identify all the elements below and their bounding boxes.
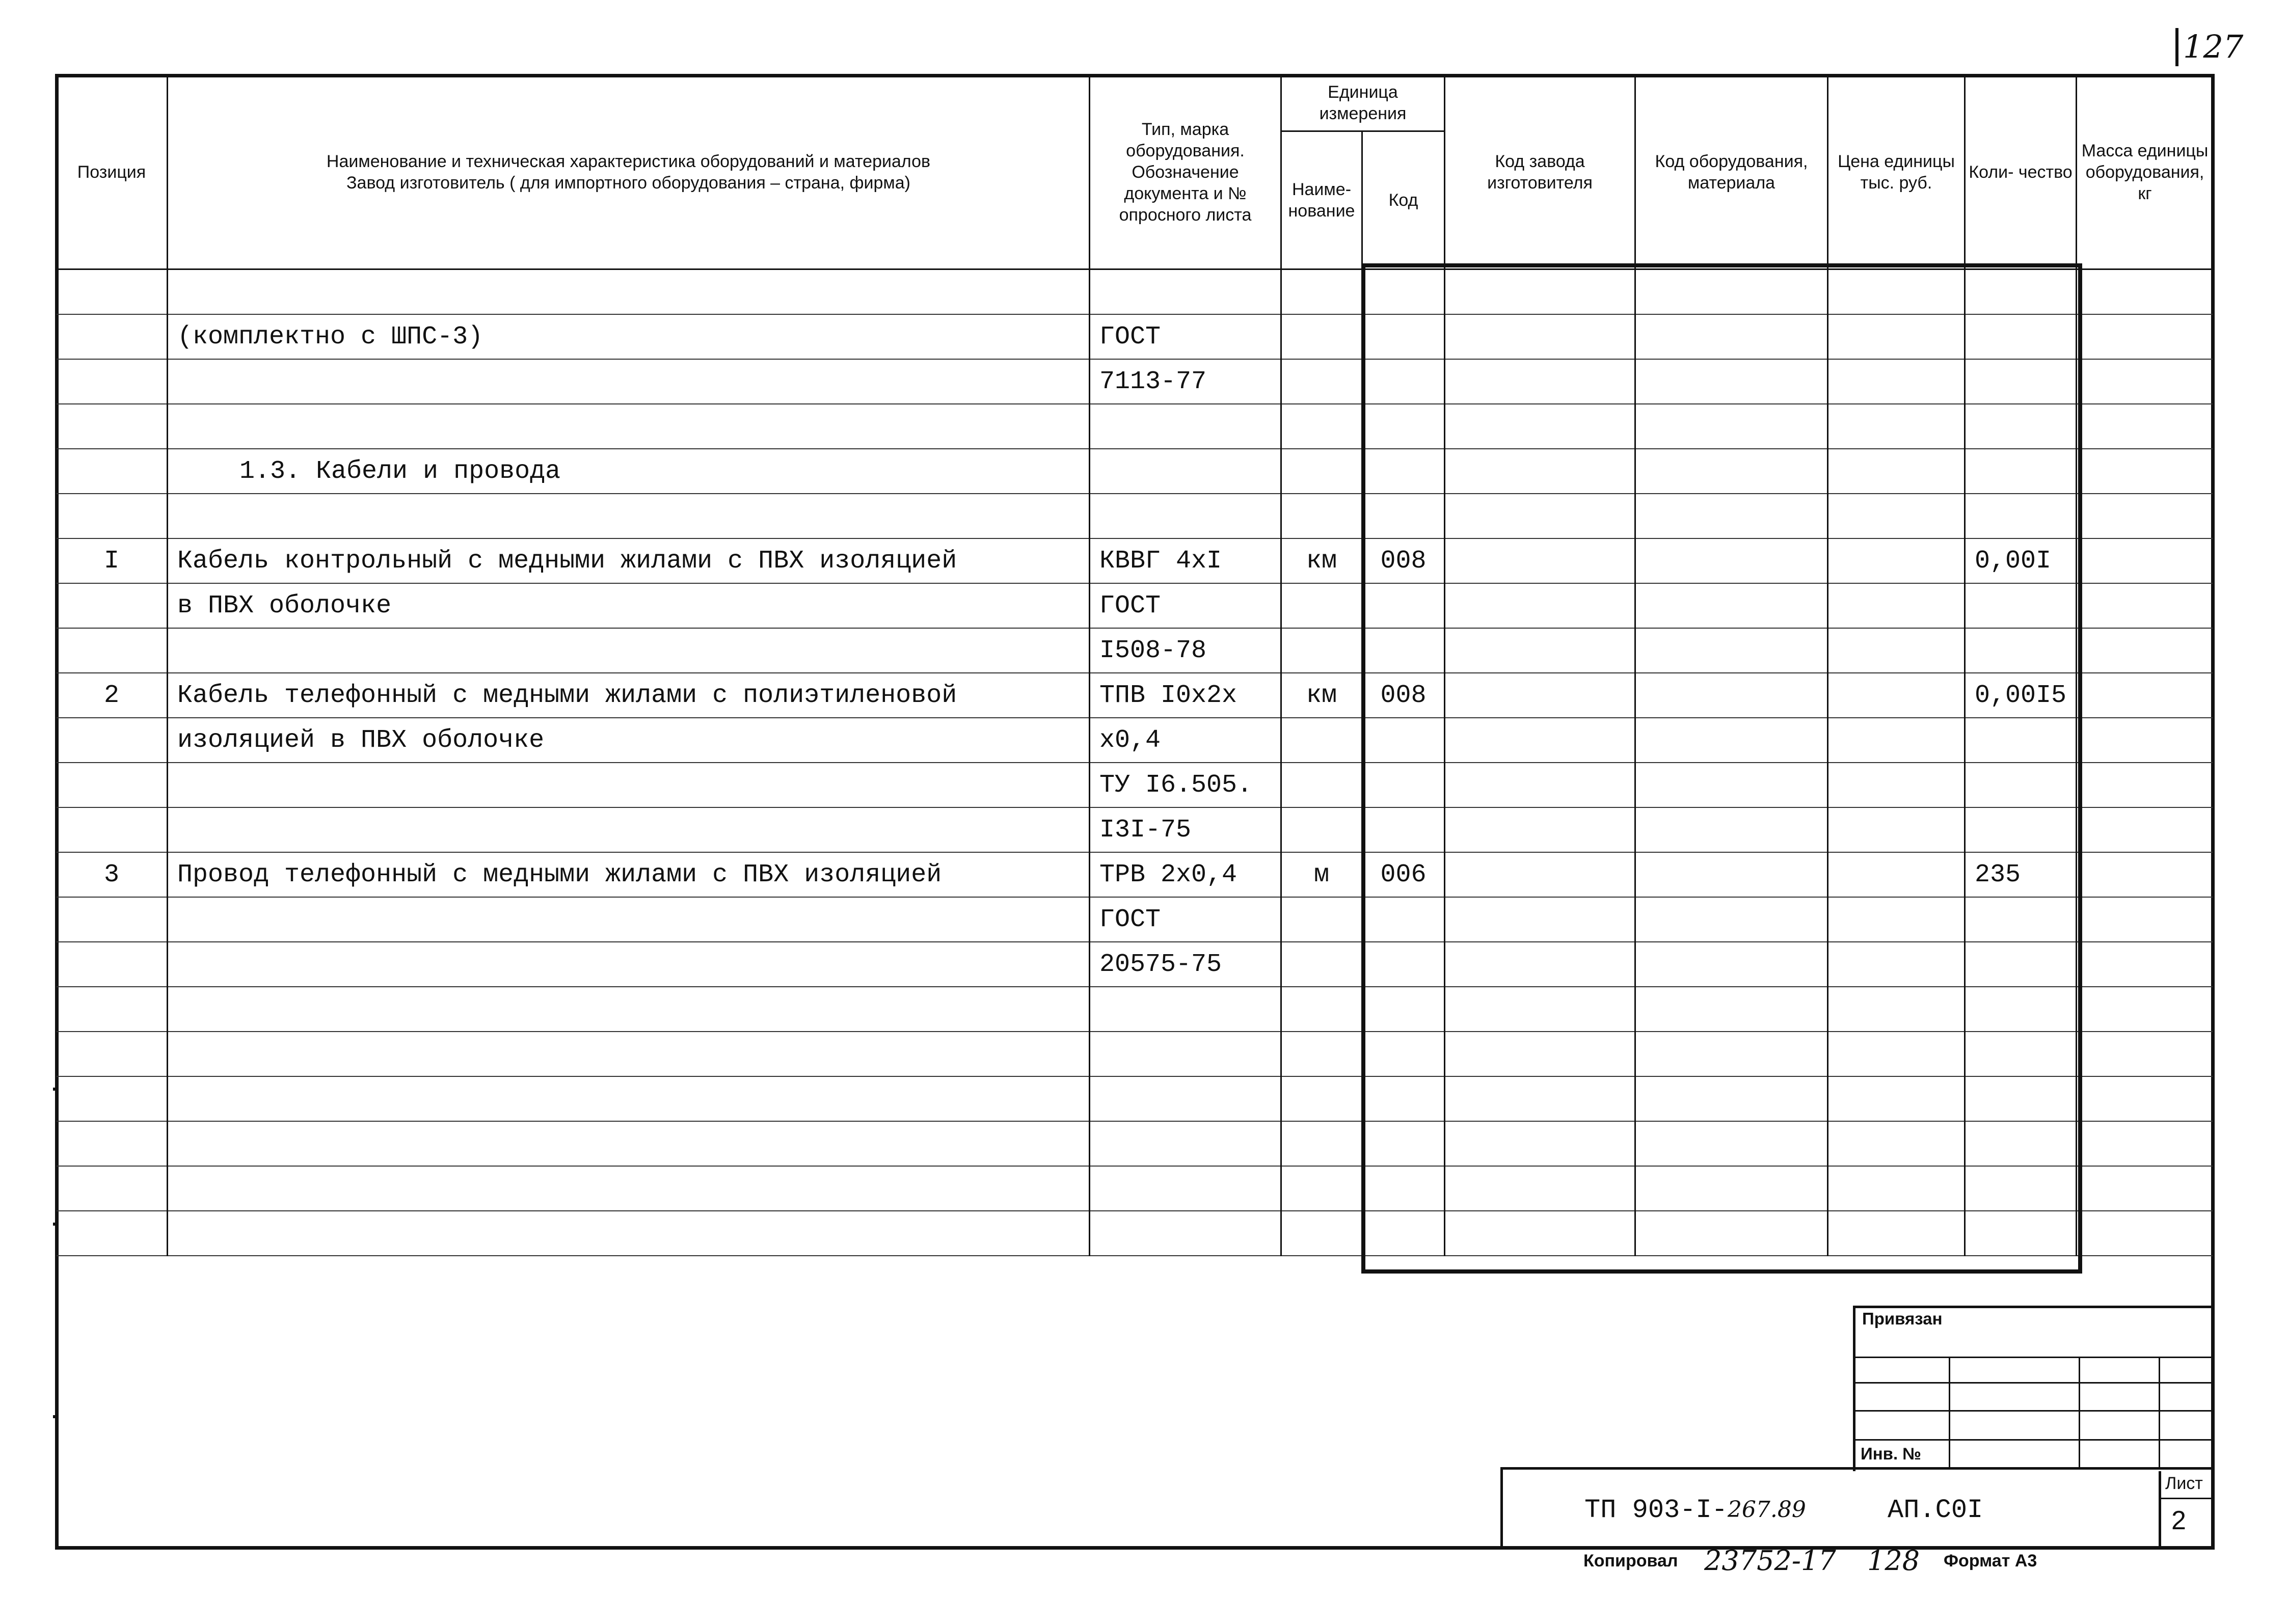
cell-type: ТУ I6.505. bbox=[1090, 763, 1281, 807]
cell-quantity bbox=[1965, 763, 2077, 807]
cell-mass bbox=[2077, 449, 2214, 494]
cell-type: ГОСТ bbox=[1090, 897, 1281, 942]
cell-unit-name bbox=[1281, 1032, 1362, 1076]
cell-equipment-code bbox=[1635, 538, 1828, 583]
footer-copied-page-wrap bbox=[1867, 1545, 1920, 1577]
cell-equipment-code bbox=[1635, 1076, 1828, 1121]
cell-quantity bbox=[1965, 494, 2077, 538]
cell-name bbox=[168, 404, 1090, 449]
stamp-line bbox=[1853, 1357, 2215, 1358]
cell-name bbox=[168, 359, 1090, 404]
sheet-box-line bbox=[2159, 1498, 2215, 1499]
table-row bbox=[56, 269, 2214, 315]
cell-unit-code bbox=[1362, 449, 1445, 494]
cell-unit-code bbox=[1362, 359, 1445, 404]
cell-position bbox=[56, 314, 168, 359]
cell-unit-name bbox=[1281, 314, 1362, 359]
table-row bbox=[56, 1166, 2214, 1211]
cell-position bbox=[56, 1076, 168, 1121]
cell-unit-code bbox=[1362, 897, 1445, 942]
cell-plant-code bbox=[1445, 1032, 1635, 1076]
cell-type bbox=[1090, 1076, 1281, 1121]
cell-position bbox=[56, 449, 168, 494]
table-row bbox=[56, 763, 2214, 807]
table-row bbox=[56, 314, 2214, 359]
sheet-number: 2 bbox=[2171, 1506, 2186, 1535]
cell-mass bbox=[2077, 718, 2214, 763]
cell-type bbox=[1090, 1032, 1281, 1076]
cell-quantity bbox=[1965, 628, 2077, 673]
table-row bbox=[56, 897, 2214, 942]
cell-type: ГОСТ bbox=[1090, 583, 1281, 628]
cell-price bbox=[1828, 897, 1965, 942]
table-row bbox=[56, 449, 2214, 494]
footer-copied-number-wrap bbox=[1704, 1545, 1836, 1577]
cell-mass bbox=[2077, 897, 2214, 942]
cell-unit-name bbox=[1281, 494, 1362, 538]
header-equipment-code: Код оборудования, материала bbox=[1635, 75, 1828, 269]
table-row bbox=[56, 1076, 2214, 1121]
margin-tick bbox=[53, 1415, 58, 1418]
cell-price bbox=[1828, 807, 1965, 852]
cell-type bbox=[1090, 1166, 1281, 1211]
document-code-prefix: ТП 903-I- bbox=[1584, 1495, 1728, 1525]
stamp-divider bbox=[2079, 1357, 2080, 1467]
cell-position bbox=[56, 404, 168, 449]
cell-equipment-code bbox=[1635, 1211, 1828, 1256]
cell-quantity bbox=[1965, 359, 2077, 404]
cell-unit-name bbox=[1281, 763, 1362, 807]
cell-unit-code bbox=[1362, 583, 1445, 628]
cell-position bbox=[56, 583, 168, 628]
cell-name: Провод телефонный с медными жилами с ПВХ изоляцией bbox=[168, 852, 1090, 897]
cell-plant-code bbox=[1445, 942, 1635, 987]
document-code-handwritten: 267.89 bbox=[1727, 1497, 1806, 1523]
cell-name: 1.3. Кабели и провода bbox=[168, 449, 1090, 494]
cell-price bbox=[1828, 987, 1965, 1032]
cell-unit-name bbox=[1281, 807, 1362, 852]
cell-type: x0,4 bbox=[1090, 718, 1281, 763]
cell-type: ТПВ I0x2x bbox=[1090, 673, 1281, 718]
cell-price bbox=[1828, 942, 1965, 987]
cell-unit-name bbox=[1281, 942, 1362, 987]
cell-price bbox=[1828, 1211, 1965, 1256]
table-row bbox=[56, 494, 2214, 538]
cell-unit-name bbox=[1281, 404, 1362, 449]
stamp-line bbox=[1853, 1410, 2215, 1412]
cell-name: (комплектно с ШПС-3) bbox=[168, 314, 1090, 359]
cell-name bbox=[168, 763, 1090, 807]
cell-position bbox=[56, 628, 168, 673]
cell-plant-code bbox=[1445, 763, 1635, 807]
cell-mass bbox=[2077, 314, 2214, 359]
cell-plant-code bbox=[1445, 852, 1635, 897]
header-name-line1: Наименование и техническая характеристика оборудований и материалов bbox=[326, 151, 931, 171]
cell-equipment-code bbox=[1635, 897, 1828, 942]
document-code bbox=[1584, 1495, 1806, 1525]
header-type: Тип, марка оборудования. Обозначение документа и № опросного листа bbox=[1090, 75, 1281, 269]
cell-price bbox=[1828, 1032, 1965, 1076]
cell-position bbox=[56, 897, 168, 942]
cell-quantity bbox=[1965, 1166, 2077, 1211]
cell-unit-code bbox=[1362, 1166, 1445, 1211]
cell-mass bbox=[2077, 538, 2214, 583]
cell-unit-code bbox=[1362, 404, 1445, 449]
cell-plant-code bbox=[1445, 404, 1635, 449]
cell-position bbox=[56, 718, 168, 763]
cell-equipment-code bbox=[1635, 987, 1828, 1032]
cell-unit-code bbox=[1362, 1076, 1445, 1121]
table-row bbox=[56, 538, 2214, 583]
cell-mass bbox=[2077, 1211, 2214, 1256]
footer-copied bbox=[1583, 1551, 1678, 1571]
cell-unit-name bbox=[1281, 987, 1362, 1032]
cell-position bbox=[56, 942, 168, 987]
cell-price bbox=[1828, 494, 1965, 538]
cell-unit-name bbox=[1281, 628, 1362, 673]
cell-unit-name: км bbox=[1281, 538, 1362, 583]
page-number-mark bbox=[2175, 28, 2178, 66]
cell-type bbox=[1090, 404, 1281, 449]
cell-quantity bbox=[1965, 1211, 2077, 1256]
cell-name: Кабель контрольный с медными жилами с ПВХ изоляцией bbox=[168, 538, 1090, 583]
cell-mass bbox=[2077, 583, 2214, 628]
cell-mass bbox=[2077, 763, 2214, 807]
cell-quantity bbox=[1965, 269, 2077, 315]
cell-position bbox=[56, 494, 168, 538]
cell-unit-name bbox=[1281, 897, 1362, 942]
margin-tick bbox=[53, 1088, 58, 1091]
cell-mass bbox=[2077, 807, 2214, 852]
cell-price bbox=[1828, 314, 1965, 359]
cell-mass bbox=[2077, 269, 2214, 315]
table-row bbox=[56, 807, 2214, 852]
footer-format bbox=[1944, 1551, 2037, 1571]
cell-quantity bbox=[1965, 897, 2077, 942]
cell-unit-code bbox=[1362, 1121, 1445, 1166]
cell-plant-code bbox=[1445, 1166, 1635, 1211]
cell-mass bbox=[2077, 987, 2214, 1032]
cell-unit-code bbox=[1362, 1211, 1445, 1256]
sheet-label: Лист bbox=[2165, 1474, 2203, 1493]
cell-type bbox=[1090, 1121, 1281, 1166]
header-name bbox=[168, 75, 1090, 269]
cell-mass bbox=[2077, 404, 2214, 449]
cell-quantity bbox=[1965, 314, 2077, 359]
cell-type: ТРВ 2x0,4 bbox=[1090, 852, 1281, 897]
cell-price bbox=[1828, 538, 1965, 583]
cell-unit-code bbox=[1362, 628, 1445, 673]
cell-position: I bbox=[56, 538, 168, 583]
cell-quantity bbox=[1965, 718, 2077, 763]
cell-position bbox=[56, 1032, 168, 1076]
specification-body bbox=[56, 269, 2214, 1256]
table-row bbox=[56, 987, 2214, 1032]
cell-equipment-code bbox=[1635, 359, 1828, 404]
cell-type bbox=[1090, 1211, 1281, 1256]
header-position: Позиция bbox=[56, 75, 168, 269]
stamp-line bbox=[1853, 1439, 2215, 1441]
cell-type: 20575-75 bbox=[1090, 942, 1281, 987]
cell-price bbox=[1828, 673, 1965, 718]
cell-name bbox=[168, 269, 1090, 315]
page-number: 127 bbox=[2183, 28, 2244, 65]
cell-name bbox=[168, 807, 1090, 852]
cell-unit-code bbox=[1362, 987, 1445, 1032]
cell-equipment-code bbox=[1635, 1121, 1828, 1166]
cell-plant-code bbox=[1445, 897, 1635, 942]
cell-name bbox=[168, 1211, 1090, 1256]
cell-position bbox=[56, 807, 168, 852]
cell-quantity: 235 bbox=[1965, 852, 2077, 897]
cell-unit-code bbox=[1362, 718, 1445, 763]
cell-equipment-code bbox=[1635, 1032, 1828, 1076]
footer-format-label: Формат А3 bbox=[1944, 1551, 2037, 1571]
cell-unit-name: км bbox=[1281, 673, 1362, 718]
cell-name: Кабель телефонный с медными жилами с полиэтиленовой bbox=[168, 673, 1090, 718]
cell-plant-code bbox=[1445, 673, 1635, 718]
cell-unit-code bbox=[1362, 942, 1445, 987]
table-row bbox=[56, 673, 2214, 718]
cell-mass bbox=[2077, 1032, 2214, 1076]
cell-name bbox=[168, 897, 1090, 942]
cell-quantity bbox=[1965, 807, 2077, 852]
cell-type bbox=[1090, 987, 1281, 1032]
cell-price bbox=[1828, 1121, 1965, 1166]
cell-mass bbox=[2077, 359, 2214, 404]
cell-equipment-code bbox=[1635, 314, 1828, 359]
cell-type bbox=[1090, 449, 1281, 494]
cell-name: изоляцией в ПВХ оболочке bbox=[168, 718, 1090, 763]
cell-equipment-code bbox=[1635, 852, 1828, 897]
cell-quantity: 0,00I5 bbox=[1965, 673, 2077, 718]
cell-mass bbox=[2077, 673, 2214, 718]
table-row bbox=[56, 942, 2214, 987]
footer-copied-page: 128 bbox=[1867, 1545, 1920, 1577]
cell-plant-code bbox=[1445, 987, 1635, 1032]
header-quantity: Коли- чество bbox=[1965, 75, 2077, 269]
cell-quantity bbox=[1965, 942, 2077, 987]
stamp-divider bbox=[2159, 1357, 2160, 1467]
cell-plant-code bbox=[1445, 314, 1635, 359]
cell-plant-code bbox=[1445, 1211, 1635, 1256]
cell-equipment-code bbox=[1635, 807, 1828, 852]
cell-price bbox=[1828, 359, 1965, 404]
cell-unit-name: м bbox=[1281, 852, 1362, 897]
table-row bbox=[56, 628, 2214, 673]
cell-position bbox=[56, 1121, 168, 1166]
cell-price bbox=[1828, 852, 1965, 897]
cell-price bbox=[1828, 1166, 1965, 1211]
cell-equipment-code bbox=[1635, 673, 1828, 718]
cell-unit-name bbox=[1281, 1076, 1362, 1121]
cell-name bbox=[168, 494, 1090, 538]
cell-quantity bbox=[1965, 987, 2077, 1032]
cell-unit-code bbox=[1362, 1032, 1445, 1076]
cell-quantity bbox=[1965, 1121, 2077, 1166]
header-plant-code: Код завода изготовителя bbox=[1445, 75, 1635, 269]
cell-unit-name bbox=[1281, 1166, 1362, 1211]
cell-plant-code bbox=[1445, 628, 1635, 673]
cell-plant-code bbox=[1445, 1121, 1635, 1166]
cell-position bbox=[56, 763, 168, 807]
cell-type bbox=[1090, 269, 1281, 315]
cell-equipment-code bbox=[1635, 763, 1828, 807]
cell-name bbox=[168, 628, 1090, 673]
cell-equipment-code bbox=[1635, 404, 1828, 449]
cell-plant-code bbox=[1445, 718, 1635, 763]
cell-plant-code bbox=[1445, 359, 1635, 404]
cell-unit-code: 008 bbox=[1362, 673, 1445, 718]
table-row bbox=[56, 1211, 2214, 1256]
cell-plant-code bbox=[1445, 538, 1635, 583]
cell-name bbox=[168, 987, 1090, 1032]
cell-price bbox=[1828, 718, 1965, 763]
cell-type: ГОСТ bbox=[1090, 314, 1281, 359]
specification-table bbox=[55, 74, 2214, 1256]
cell-equipment-code bbox=[1635, 583, 1828, 628]
cell-unit-code: 008 bbox=[1362, 538, 1445, 583]
cell-unit-name bbox=[1281, 359, 1362, 404]
cell-equipment-code bbox=[1635, 718, 1828, 763]
cell-position bbox=[56, 359, 168, 404]
stamp-line bbox=[1853, 1382, 2215, 1384]
cell-position: 3 bbox=[56, 852, 168, 897]
cell-name bbox=[168, 942, 1090, 987]
table-row bbox=[56, 359, 2214, 404]
cell-price bbox=[1828, 583, 1965, 628]
cell-unit-name bbox=[1281, 718, 1362, 763]
cell-plant-code bbox=[1445, 269, 1635, 315]
margin-tick bbox=[53, 1223, 58, 1226]
cell-unit-code bbox=[1362, 314, 1445, 359]
cell-name bbox=[168, 1121, 1090, 1166]
cell-type: I508-78 bbox=[1090, 628, 1281, 673]
stamp-divider bbox=[1949, 1357, 1950, 1467]
cell-mass bbox=[2077, 628, 2214, 673]
cell-mass bbox=[2077, 494, 2214, 538]
sheet-code: АП.С0I bbox=[1888, 1495, 1983, 1525]
cell-price bbox=[1828, 404, 1965, 449]
cell-quantity bbox=[1965, 1032, 2077, 1076]
cell-equipment-code bbox=[1635, 449, 1828, 494]
cell-unit-code: 006 bbox=[1362, 852, 1445, 897]
table-row bbox=[56, 852, 2214, 897]
cell-equipment-code bbox=[1635, 628, 1828, 673]
cell-equipment-code bbox=[1635, 942, 1828, 987]
cell-plant-code bbox=[1445, 1076, 1635, 1121]
cell-price bbox=[1828, 449, 1965, 494]
cell-equipment-code bbox=[1635, 494, 1828, 538]
cell-position: 2 bbox=[56, 673, 168, 718]
table-row bbox=[56, 718, 2214, 763]
cell-type: 7113-77 bbox=[1090, 359, 1281, 404]
table-row bbox=[56, 1032, 2214, 1076]
cell-quantity bbox=[1965, 1076, 2077, 1121]
cell-type: I3I-75 bbox=[1090, 807, 1281, 852]
stamp-inventory-label: Инв. № bbox=[1861, 1444, 1922, 1463]
cell-plant-code bbox=[1445, 494, 1635, 538]
cell-quantity bbox=[1965, 404, 2077, 449]
table-row bbox=[56, 404, 2214, 449]
cell-quantity bbox=[1965, 449, 2077, 494]
header-name-line2: Завод изготовитель ( для импортного оборудования – страна, фирма) bbox=[346, 173, 910, 193]
cell-plant-code bbox=[1445, 807, 1635, 852]
header-unit-code: Код bbox=[1362, 131, 1445, 269]
header-unit: Единица измерения bbox=[1281, 75, 1445, 131]
cell-name bbox=[168, 1076, 1090, 1121]
cell-type: КВВГ 4xI bbox=[1090, 538, 1281, 583]
footer-copied-label: Копировал bbox=[1583, 1551, 1678, 1571]
cell-quantity bbox=[1965, 583, 2077, 628]
cell-price bbox=[1828, 1076, 1965, 1121]
cell-equipment-code bbox=[1635, 1166, 1828, 1211]
footer-copied-number: 23752-17 bbox=[1704, 1545, 1836, 1577]
cell-type bbox=[1090, 494, 1281, 538]
cell-plant-code bbox=[1445, 583, 1635, 628]
table-row bbox=[56, 1121, 2214, 1166]
header-unit-name: Наиме- нование bbox=[1281, 131, 1362, 269]
header-price: Цена единицы тыс. руб. bbox=[1828, 75, 1965, 269]
cell-mass bbox=[2077, 852, 2214, 897]
cell-quantity: 0,00I bbox=[1965, 538, 2077, 583]
cell-position bbox=[56, 987, 168, 1032]
cell-price bbox=[1828, 628, 1965, 673]
header-mass: Масса единицы оборудования, кг bbox=[2077, 75, 2214, 269]
cell-unit-code bbox=[1362, 807, 1445, 852]
cell-equipment-code bbox=[1635, 269, 1828, 315]
cell-mass bbox=[2077, 942, 2214, 987]
stamp-attached-label: Привязан bbox=[1862, 1309, 1943, 1328]
cell-price bbox=[1828, 763, 1965, 807]
cell-unit-name bbox=[1281, 1121, 1362, 1166]
cell-mass bbox=[2077, 1166, 2214, 1211]
cell-unit-name bbox=[1281, 269, 1362, 315]
cell-unit-name bbox=[1281, 449, 1362, 494]
cell-plant-code bbox=[1445, 449, 1635, 494]
cell-mass bbox=[2077, 1121, 2214, 1166]
cell-name bbox=[168, 1166, 1090, 1211]
cell-unit-code bbox=[1362, 494, 1445, 538]
cell-position bbox=[56, 1211, 168, 1256]
cell-unit-code bbox=[1362, 269, 1445, 315]
cell-unit-code bbox=[1362, 763, 1445, 807]
cell-unit-name bbox=[1281, 1211, 1362, 1256]
cell-position bbox=[56, 1166, 168, 1211]
table-row bbox=[56, 583, 2214, 628]
cell-position bbox=[56, 269, 168, 315]
cell-name: в ПВХ оболочке bbox=[168, 583, 1090, 628]
cell-price bbox=[1828, 269, 1965, 315]
cell-mass bbox=[2077, 1076, 2214, 1121]
cell-name bbox=[168, 1032, 1090, 1076]
cell-unit-name bbox=[1281, 583, 1362, 628]
